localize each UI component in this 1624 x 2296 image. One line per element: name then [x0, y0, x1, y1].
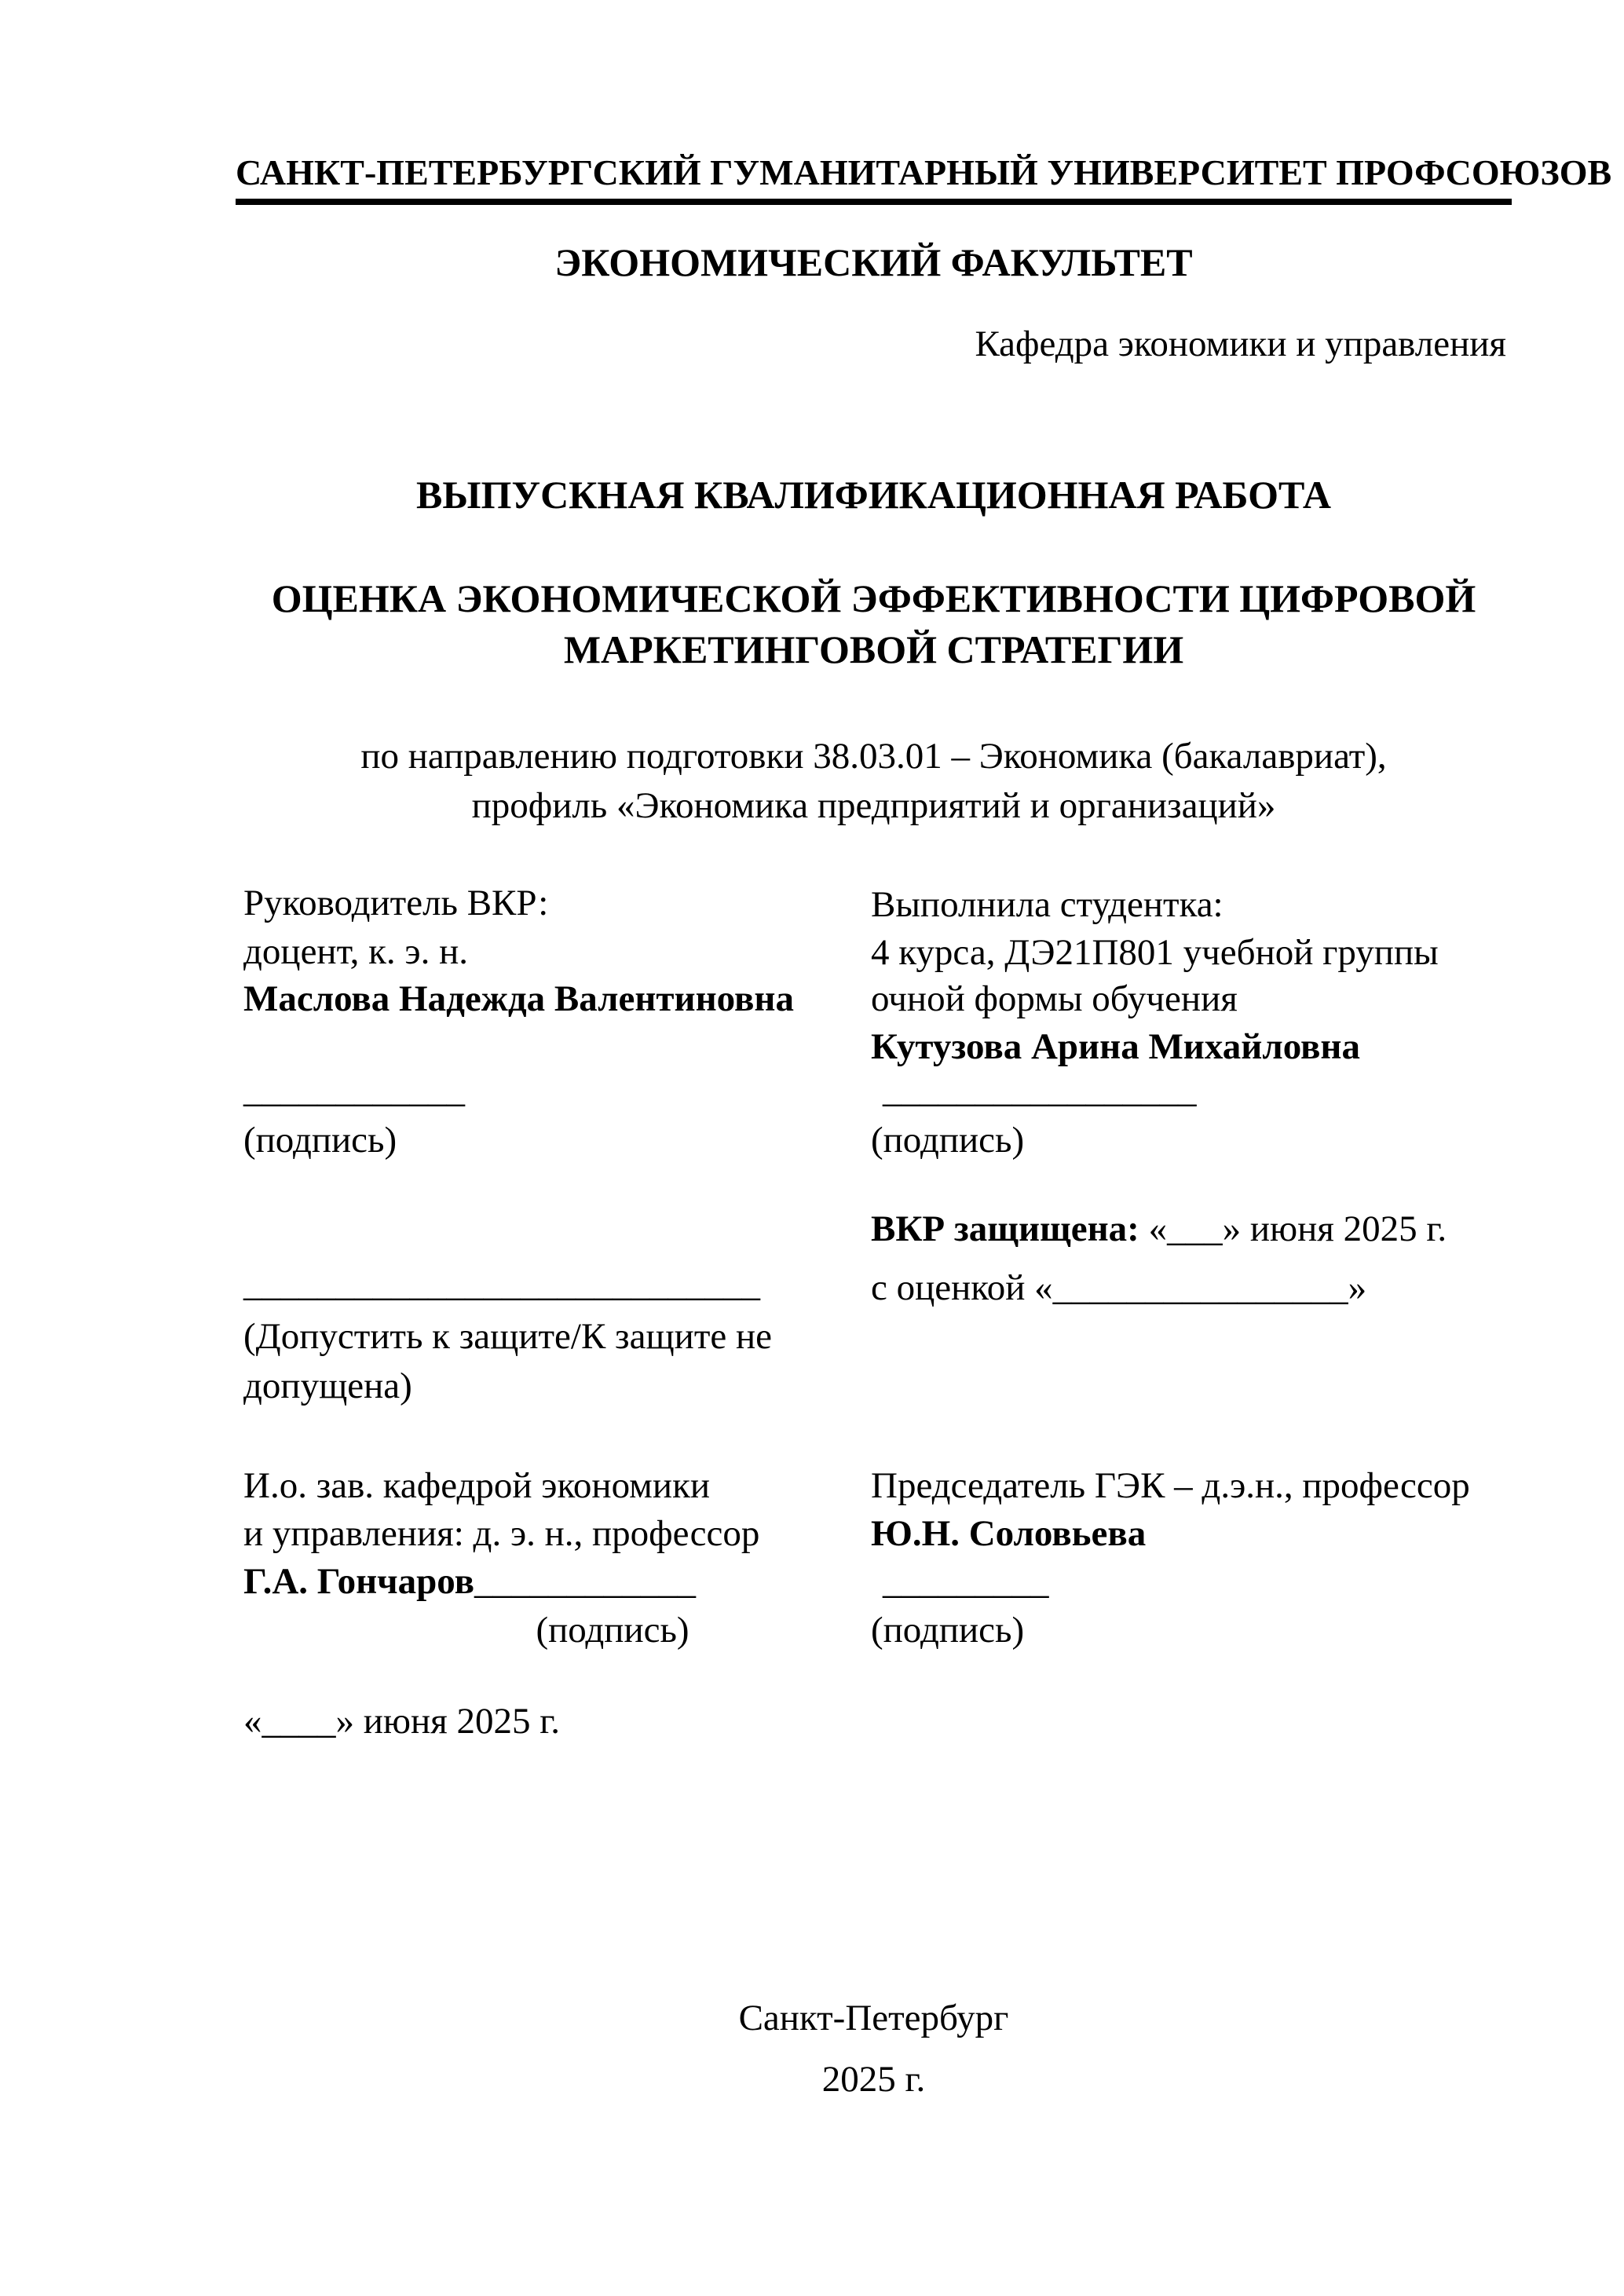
department-name: Кафедра экономики и управления — [975, 324, 1506, 364]
supervisor-name: Маслова Надежда Валентиновна — [243, 978, 794, 1019]
work-type: ВЫПУСКНАЯ КВАЛИФИКАЦИОННАЯ РАБОТА — [416, 473, 1331, 517]
work-title-line2: МАРКЕТИНГОВОЙ СТРАТЕГИИ — [563, 627, 1184, 671]
student-heading: Выполнила студентка: — [871, 884, 1223, 925]
admission-note-line2: допущена) — [243, 1366, 412, 1406]
dept-head-line2: и управления: д. э. н., профессор — [243, 1513, 760, 1554]
work-title-line1: ОЦЕНКА ЭКОНОМИЧЕСКОЙ ЭФФЕКТИВНОСТИ ЦИФРОВОЙ — [271, 576, 1476, 620]
gek-chair-signature-label: (подпись) — [871, 1610, 1025, 1651]
student-name: Кутузова Арина Михайловна — [871, 1026, 1361, 1067]
header-divider — [236, 199, 1512, 205]
dept-head-name: Г.А. Гончаров — [243, 1561, 475, 1602]
defense-grade-line: с оценкой «________________» — [871, 1267, 1367, 1308]
supervisor-heading: Руководитель ВКР: — [243, 883, 549, 923]
admission-blank-line: ____________________________ — [243, 1263, 760, 1304]
student-group: 4 курса, ДЭ21П801 учебной группы — [871, 932, 1439, 973]
program-line2: профиль «Экономика предприятий и организаций» — [471, 785, 1276, 826]
student-signature-label: (подпись) — [871, 1120, 1025, 1161]
dept-head-line1: И.о. зав. кафедрой экономики — [243, 1465, 711, 1506]
dept-head-name-line — [243, 1558, 696, 1605]
footer-city: Санкт-Петербург — [738, 1998, 1009, 2038]
defense-date-rest: «___» июня 2025 г. — [1139, 1208, 1447, 1249]
supervisor-signature-label: (подпись) — [243, 1120, 397, 1161]
defense-date-line — [871, 1205, 1447, 1252]
supervisor-signature-line: ____________ — [243, 1069, 465, 1110]
dept-head-signature-label: (подпись) — [536, 1610, 689, 1651]
admission-note-line1: (Допустить к защите/К защите не — [243, 1316, 772, 1357]
gek-chair-signature-line: _________ — [883, 1561, 1049, 1602]
defense-prefix: ВКР защищена: — [871, 1208, 1139, 1249]
university-name: САНКТ-ПЕТЕРБУРГСКИЙ ГУМАНИТАРНЫЙ УНИВЕРСИТЕТ ПРОФСОЮЗОВ — [236, 152, 1612, 192]
dept-head-signature-line: ____________ — [474, 1561, 697, 1602]
footer-year: 2025 г. — [821, 2059, 926, 2100]
supervisor-degree: доцент, к. э. н. — [243, 931, 468, 972]
gek-chair-name: Ю.Н. Соловьева — [871, 1513, 1147, 1554]
faculty-name: ЭКОНОМИЧЕСКИЙ ФАКУЛЬТЕТ — [554, 240, 1193, 284]
gek-chair-line1: Председатель ГЭК – д.э.н., профессор — [871, 1465, 1470, 1506]
dept-head-date-line: «____» июня 2025 г. — [243, 1701, 561, 1742]
student-signature-line: _________________ — [883, 1069, 1197, 1110]
program-line1: по направлению подготовки 38.03.01 – Экономика (бакалавриат), — [360, 736, 1387, 777]
student-form: очной формы обучения — [871, 978, 1238, 1019]
